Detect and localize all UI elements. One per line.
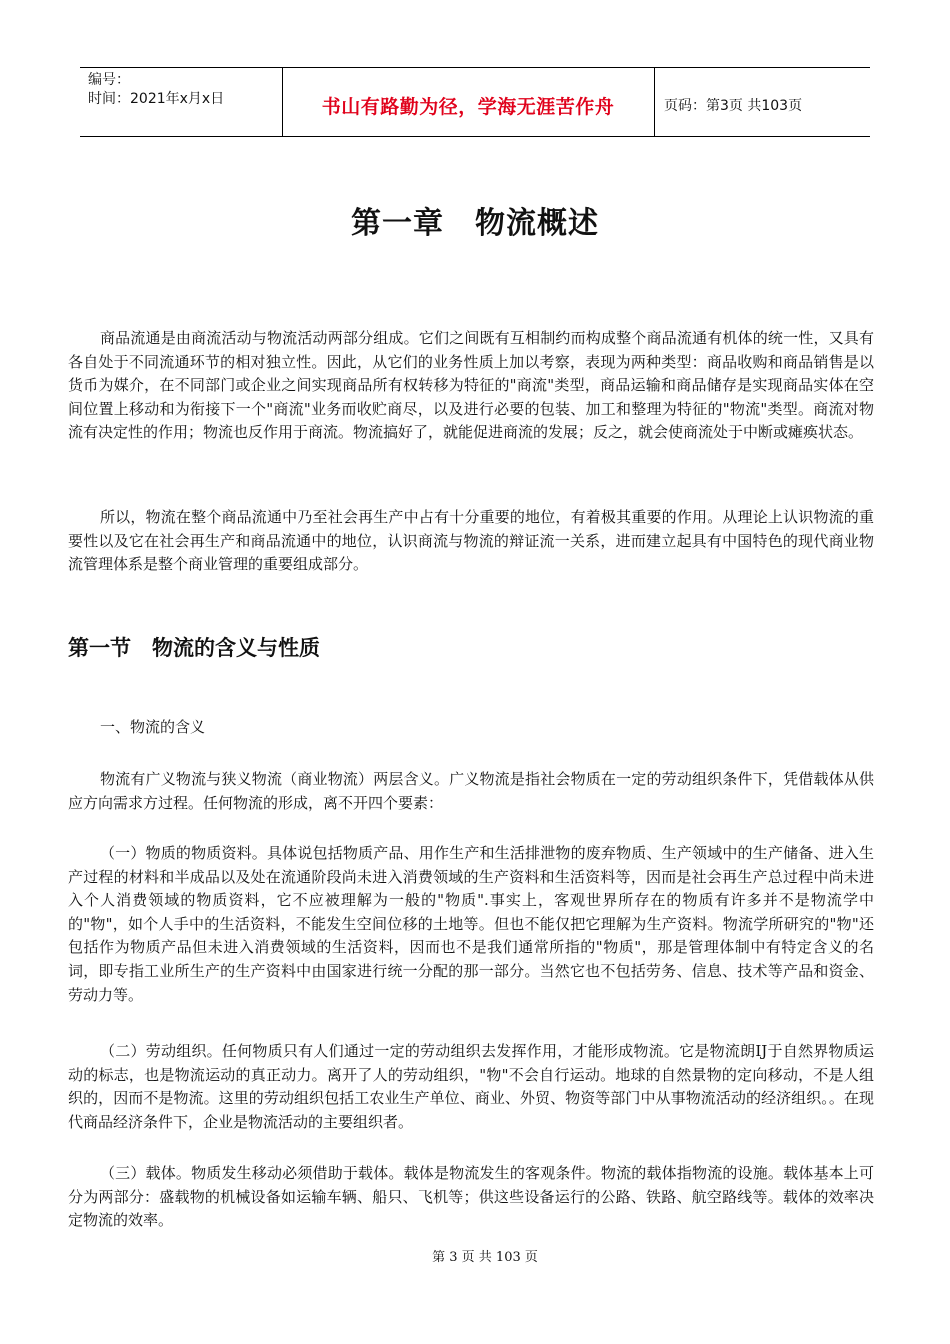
header-page-cell <box>654 68 870 136</box>
body-paragraph-4: （三）载体。物质发生移动必须借助于载体。载体是物流发生的客观条件。物流的载体指物流的设施。载体基本上可分为两部分：盛载物的机械设备如运输车辆、船只、飞机等；供这些设备运行的公路、铁路、航空路线等。载体的效率决定物流的效率。 <box>68 1164 874 1230</box>
page-footer: 第 3 页 共 103 页 <box>432 1250 538 1265</box>
intro-paragraph-1: 商品流通是由商流活动与物流活动两部分组成。它们之间既有互相制约而构成整个商品流通有机体的统一性，又具有各自处于不同流通环节的相对独立性。因此，从它们的业务性质上加以考察，表现为两种类型：商品收购和商品销售是以货币为媒介，在不同部门或企业之间实现商品所有权转移为特征的"商流"类型，商品运输和商品储存是实现商品实体在空间位置上移动和为衔接下一个"商流"业务而收贮商尽，以及进行必要的包装、加工和整理为特征的"物流"类型。商流对物流有决定性的作用；物流也反作用于商流。物流搞好了，就能促进商流的发展；反之，就会使商流处于中断或瘫痪状态。 <box>68 329 874 442</box>
page-info: 页码：第3页 共103页 <box>664 98 803 114</box>
header-motto-cell <box>282 68 655 136</box>
motto-text: 书山有路勤为径，学海无涯苦作舟 <box>321 96 615 118</box>
body-paragraph-2: （一）物质的物质资料。具体说包括物质产品、用作生产和生活排泄物的废弃物质、生产领域中的生产储备、进入生产过程的材料和半成品以及处在流通阶段尚未进入消费领域的生产资料和生活资料等，因而是社会再生产总过程中尚未进入个人消费领域的物质资料，它不应被理解为一般的"物质".事实上，客观世界所存在的物质有许多并不是物流学中的"物"，如个人手中的生活资料，不能发生空间位移的土地等。但也不能仅把它理解为生产资料。物流学所研究的"物"还包括作为物质产品但未进入消费领域的生活资料，因而也不是我们通常所指的"物质"，那是管理体制中有特定含义的名词，即专指工业所生产的生产资料中由国家进行统一分配的那一部分。当然它也不包括劳务、信息、技术等产品和资金、劳动力等。 <box>68 844 874 1004</box>
number-label: 编号： <box>88 72 130 88</box>
body-paragraph-3: （二）劳动组织。任何物质只有人们通过一定的劳动组织去发挥作用，才能形成物流。它是物流朗IJ于自然界物质运动的标志，也是物流运动的真正动力。离开了人的劳动组织，"物"不会自行运动。地球的自然景物的定向移动，不是人组织的，因而不是物流。这里的劳动组织包括工农业生产单位、商业、外贸、物资等部门中从事物流活动的经济组织。。在现代商品经济条件下，企业是物流活动的主要组织者。 <box>68 1042 874 1131</box>
header-meta-cell <box>80 68 283 136</box>
intro-paragraph-2: 所以，物流在整个商品流通中乃至社会再生产中占有十分重要的地位，有着极其重要的作用。从理论上认识物流的重要性以及它在社会再生产和商品流通中的地位，认识商流与物流的辩证流一关系，进而建立起具有中国特色的现代商业物流管理体系是整个商业管理的重要组成部分。 <box>68 508 874 574</box>
subheading: 一、物流的含义 <box>100 718 206 736</box>
page-header <box>80 67 870 137</box>
section-title: 第一节 物流的含义与性质 <box>68 636 320 660</box>
chapter-title: 第一章 物流概述 <box>351 206 599 241</box>
body-paragraph-1: 物流有广义物流与狭义物流（商业物流）两层含义。广义物流是指社会物质在一定的劳动组织条件下，凭借载体从供应方向需求方过程。任何物流的形成，离不开四个要素： <box>68 770 874 812</box>
date-line: 时间：2021年x月x日 <box>88 91 225 107</box>
